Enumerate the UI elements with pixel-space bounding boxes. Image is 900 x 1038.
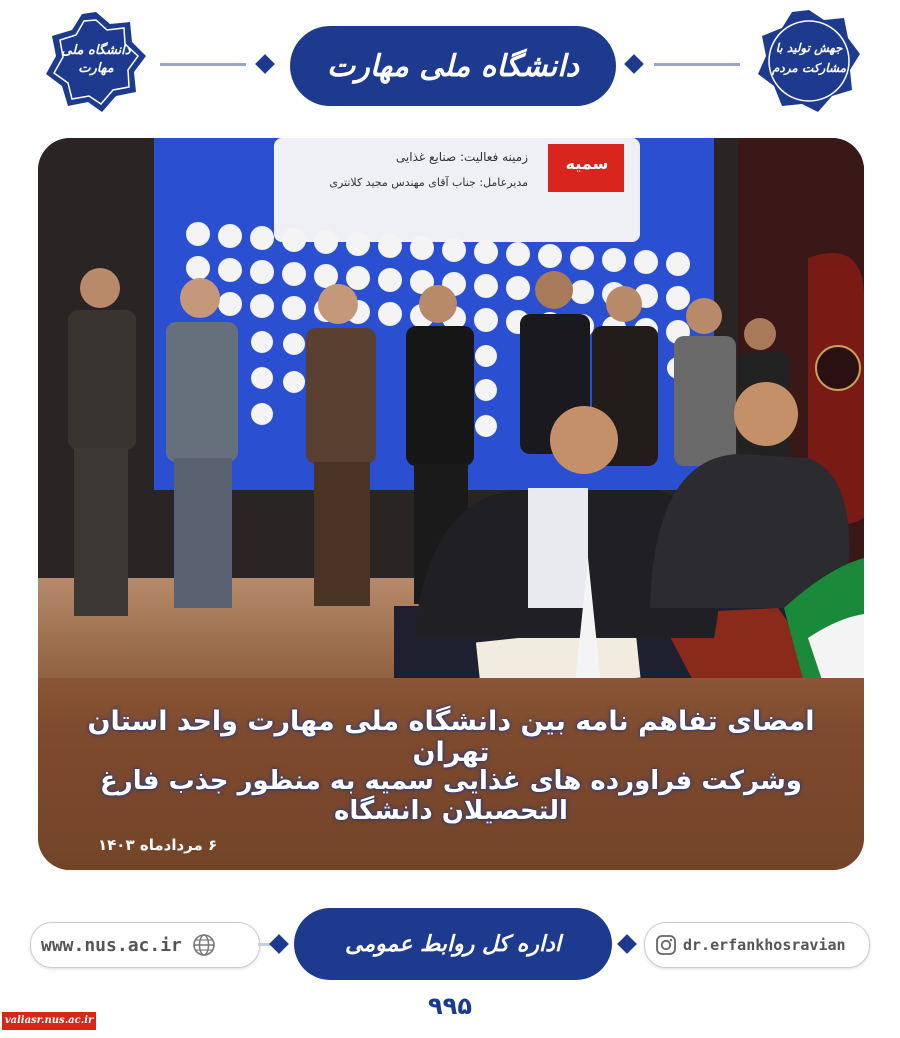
post-number: ۹۹۵ bbox=[428, 992, 472, 1020]
header-diamond-left bbox=[255, 54, 275, 74]
company-brand-logo: سمیه bbox=[565, 154, 609, 173]
globe-icon bbox=[192, 933, 216, 957]
header-rule-right bbox=[654, 63, 740, 66]
university-logo bbox=[44, 10, 148, 114]
university-logo-text: دانشگاه ملی مهارت bbox=[61, 43, 131, 76]
news-date: ۶ مردادماه ۱۴۰۳ bbox=[98, 836, 218, 854]
website-url[interactable]: www.nus.ac.ir bbox=[41, 934, 182, 956]
header-rule-left bbox=[160, 63, 246, 66]
production-leap-text: جهش تولید با مشارکت مردم bbox=[771, 41, 847, 75]
signing-ceremony-photo bbox=[38, 138, 864, 698]
public-relations-office: اداره کل روابط عمومی bbox=[294, 908, 612, 980]
footer-diamond-left bbox=[269, 934, 289, 954]
headline-line-2: وشرکت فراورده های غذایی سمیه به منظور جذب فارغ التحصیلان دانشگاه bbox=[100, 766, 802, 826]
production-leap-logo bbox=[756, 8, 860, 112]
news-photo-card bbox=[38, 138, 864, 870]
corner-site-tag: valiasr.nus.ac.ir bbox=[2, 1012, 96, 1030]
header-diamond-right bbox=[624, 54, 644, 74]
website-pill[interactable] bbox=[30, 922, 260, 968]
instagram-icon bbox=[655, 934, 677, 956]
instagram-pill[interactable] bbox=[644, 922, 870, 968]
banner-activity-text: زمینه فعالیت: صنایع غذایی bbox=[395, 150, 528, 164]
headline-line-1: امضای تفاهم نامه بین دانشگاه ملی مهارت واحد استان تهران bbox=[87, 706, 815, 768]
footer-diamond-right bbox=[617, 934, 637, 954]
instagram-handle[interactable]: dr.erfankhosravian bbox=[683, 936, 846, 954]
page-title: دانشگاه ملی مهارت bbox=[290, 26, 616, 106]
banner-manager-text: مدیرعامل: جناب آقای مهندس مجید کلانتری bbox=[329, 176, 528, 189]
